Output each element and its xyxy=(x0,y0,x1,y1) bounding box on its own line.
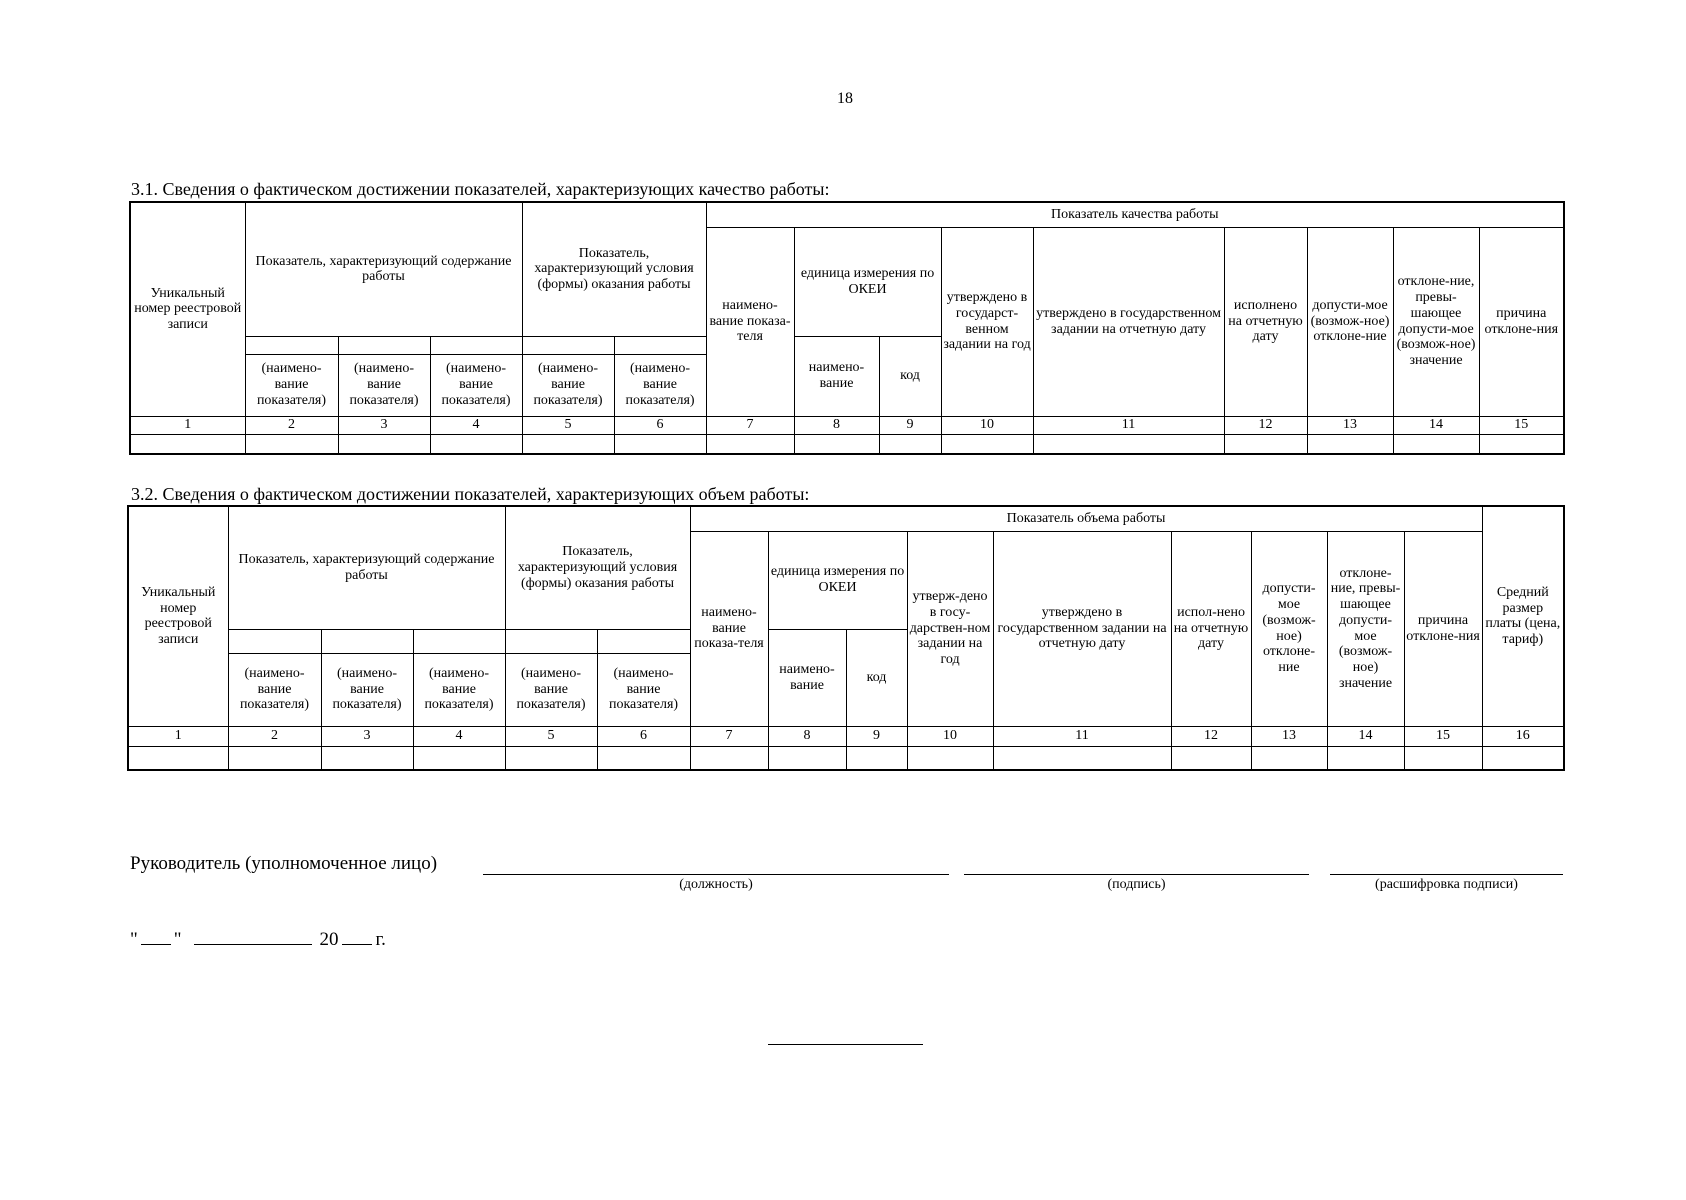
header-executed: испол-нено на отчетную дату xyxy=(1171,531,1251,726)
table-cell[interactable] xyxy=(690,746,768,770)
table-cell[interactable] xyxy=(1479,434,1564,454)
column-number: 6 xyxy=(597,726,690,746)
subheader-spacer xyxy=(597,629,690,653)
column-numbers-row xyxy=(130,416,1564,434)
subheader-indicator-name: (наимено-вание показателя) xyxy=(430,354,522,416)
table-cell[interactable] xyxy=(1251,746,1327,770)
column-number: 4 xyxy=(413,726,505,746)
header-approved-year: утверждено в государст-венном задании на год xyxy=(941,227,1033,416)
table-cell[interactable] xyxy=(321,746,413,770)
table-cell[interactable] xyxy=(1224,434,1307,454)
table-cell[interactable] xyxy=(130,434,245,454)
column-numbers-row xyxy=(128,726,1564,746)
table-cell[interactable] xyxy=(879,434,941,454)
table-cell[interactable] xyxy=(907,746,993,770)
header-unique-record: Уникальный номер реестровой записи xyxy=(130,202,245,416)
header-okei-name: наимено-вание xyxy=(768,629,846,726)
page-number: 18 xyxy=(837,90,853,107)
table-cell[interactable] xyxy=(128,746,228,770)
header-content-indicator: Показатель, характеризующий содержание работы xyxy=(245,202,522,336)
header-deviation-reason: причина отклоне-ния xyxy=(1404,531,1482,726)
column-number: 16 xyxy=(1482,726,1564,746)
subheader-indicator-name: (наимено-вание показателя) xyxy=(245,354,338,416)
subheader-spacer xyxy=(430,336,522,354)
data-row-empty xyxy=(128,746,1564,770)
signature-decode-caption: (расшифровка подписи) xyxy=(1375,877,1518,892)
column-number: 9 xyxy=(846,726,907,746)
header-volume-indicator: Показатель объема работы xyxy=(690,506,1482,531)
quality-indicators-table xyxy=(129,201,1565,455)
table-cell[interactable] xyxy=(1393,434,1479,454)
subheader-indicator-name: (наимено-вание показателя) xyxy=(338,354,430,416)
column-number: 5 xyxy=(522,416,614,434)
subheader-indicator-name: (наимено-вание показателя) xyxy=(522,354,614,416)
year-prefix: 20 xyxy=(319,929,339,950)
subheader-indicator-name: (наимено-вание показателя) xyxy=(321,653,413,726)
signature-caption: (подпись) xyxy=(1107,877,1166,892)
column-number: 9 xyxy=(879,416,941,434)
table-cell[interactable] xyxy=(794,434,879,454)
header-exceeding-deviation: отклоне-ние, превы-шающее допусти-мое (возмож-ное) значение xyxy=(1393,227,1479,416)
data-row-empty xyxy=(130,434,1564,454)
table-cell[interactable] xyxy=(1327,746,1404,770)
date-close-quote: " xyxy=(173,929,182,950)
table-cell[interactable] xyxy=(522,434,614,454)
signer-label: Руководитель (уполномоченное лицо) xyxy=(130,853,438,874)
table-cell[interactable] xyxy=(505,746,597,770)
column-number: 8 xyxy=(794,416,879,434)
table-cell[interactable] xyxy=(228,746,321,770)
header-approved-date: утверждено в государственном задании на отчетную дату xyxy=(993,531,1171,726)
table-cell[interactable] xyxy=(846,746,907,770)
header-unique-record: Уникальный номер реестровой записи xyxy=(128,506,228,726)
column-number: 7 xyxy=(706,416,794,434)
header-content-indicator: Показатель, характеризующий содержание работы xyxy=(228,506,505,629)
header-conditions-indicator: Показатель, характеризующий условия (формы) оказания работы xyxy=(505,506,690,629)
table-cell[interactable] xyxy=(430,434,522,454)
column-number: 3 xyxy=(338,416,430,434)
column-number: 15 xyxy=(1479,416,1564,434)
subheader-indicator-name: (наимено-вание показателя) xyxy=(614,354,706,416)
column-number: 11 xyxy=(1033,416,1224,434)
subheader-indicator-name: (наимено-вание показателя) xyxy=(228,653,321,726)
header-approved-year: утверж-дено в госу-дарствен-ном задании на год xyxy=(907,531,993,726)
header-okei-code: код xyxy=(879,336,941,416)
table-cell[interactable] xyxy=(1307,434,1393,454)
table-cell[interactable] xyxy=(413,746,505,770)
header-average-fee: Средний размер платы (цена, тариф) xyxy=(1482,506,1564,726)
position-caption: (должность) xyxy=(679,877,753,892)
header-okei-unit: единица измерения по ОКЕИ xyxy=(768,531,907,629)
header-quality-indicator: Показатель качества работы xyxy=(706,202,1564,227)
column-number: 12 xyxy=(1224,416,1307,434)
table-cell[interactable] xyxy=(1033,434,1224,454)
column-number: 10 xyxy=(907,726,993,746)
subheader-indicator-name: (наимено-вание показателя) xyxy=(505,653,597,726)
date-line xyxy=(130,928,386,951)
column-number: 2 xyxy=(228,726,321,746)
month-blank[interactable] xyxy=(194,928,312,945)
subheader-spacer xyxy=(522,336,614,354)
column-number: 6 xyxy=(614,416,706,434)
header-okei-code: код xyxy=(846,629,907,726)
day-blank[interactable] xyxy=(141,928,171,945)
column-number: 4 xyxy=(430,416,522,434)
header-indicator-name: наимено-вание показа-теля xyxy=(706,227,794,416)
subheader-spacer xyxy=(245,336,338,354)
column-number: 12 xyxy=(1171,726,1251,746)
column-number: 14 xyxy=(1393,416,1479,434)
volume-indicators-table xyxy=(127,505,1565,771)
table-cell[interactable] xyxy=(941,434,1033,454)
column-number: 13 xyxy=(1307,416,1393,434)
year-suffix: г. xyxy=(375,929,386,950)
column-number: 3 xyxy=(321,726,413,746)
position-signature-line[interactable] xyxy=(483,874,949,875)
table-cell[interactable] xyxy=(338,434,430,454)
table-cell[interactable] xyxy=(614,434,706,454)
table-cell[interactable] xyxy=(768,746,846,770)
table-cell[interactable] xyxy=(597,746,690,770)
header-conditions-indicator: Показатель, характеризующий условия (формы) оказания работы xyxy=(522,202,706,336)
section-3-2-title: 3.2. Сведения о фактическом достижении показателей, характеризующих объем работы: xyxy=(131,484,810,504)
header-approved-date: утверждено в государственном задании на отчетную дату xyxy=(1033,227,1224,416)
subheader-spacer xyxy=(228,629,321,653)
column-number: 11 xyxy=(993,726,1171,746)
subheader-spacer xyxy=(338,336,430,354)
header-deviation-reason: причина отклоне-ния xyxy=(1479,227,1564,416)
date-open-quote: " xyxy=(130,929,138,950)
header-indicator-name: наимено-вание показа-теля xyxy=(690,531,768,726)
column-number: 13 xyxy=(1251,726,1327,746)
table-cell[interactable] xyxy=(993,746,1171,770)
signature-line[interactable] xyxy=(964,874,1309,875)
subheader-indicator-name: (наимено-вание показателя) xyxy=(597,653,690,726)
column-number: 5 xyxy=(505,726,597,746)
footer-divider xyxy=(768,1044,923,1045)
subheader-spacer xyxy=(321,629,413,653)
column-number: 7 xyxy=(690,726,768,746)
subheader-indicator-name: (наимено-вание показателя) xyxy=(413,653,505,726)
column-number: 2 xyxy=(245,416,338,434)
table-cell[interactable] xyxy=(1482,746,1564,770)
subheader-spacer xyxy=(413,629,505,653)
header-okei-unit: единица измерения по ОКЕИ xyxy=(794,227,941,336)
header-allowed-deviation: допусти-мое (возмож-ное) отклоне-ние xyxy=(1251,531,1327,726)
table-cell[interactable] xyxy=(706,434,794,454)
table-cell[interactable] xyxy=(1404,746,1482,770)
header-okei-name: наимено-вание xyxy=(794,336,879,416)
column-number: 8 xyxy=(768,726,846,746)
table-cell[interactable] xyxy=(245,434,338,454)
year-blank[interactable] xyxy=(342,928,372,945)
header-executed: исполнено на отчетную дату xyxy=(1224,227,1307,416)
signature-decode-line[interactable] xyxy=(1330,874,1563,875)
column-number: 10 xyxy=(941,416,1033,434)
table-cell[interactable] xyxy=(1171,746,1251,770)
subheader-spacer xyxy=(614,336,706,354)
column-number: 1 xyxy=(128,726,228,746)
subheader-spacer xyxy=(505,629,597,653)
column-number: 14 xyxy=(1327,726,1404,746)
header-allowed-deviation: допусти-мое (возмож-ное) отклоне-ние xyxy=(1307,227,1393,416)
column-number: 15 xyxy=(1404,726,1482,746)
section-3-1-title: 3.1. Сведения о фактическом достижении показателей, характеризующих качество работы: xyxy=(131,179,830,199)
header-exceeding-deviation: отклоне-ние, превы-шающее допусти-мое (возмож-ное) значение xyxy=(1327,531,1404,726)
column-number: 1 xyxy=(130,416,245,434)
